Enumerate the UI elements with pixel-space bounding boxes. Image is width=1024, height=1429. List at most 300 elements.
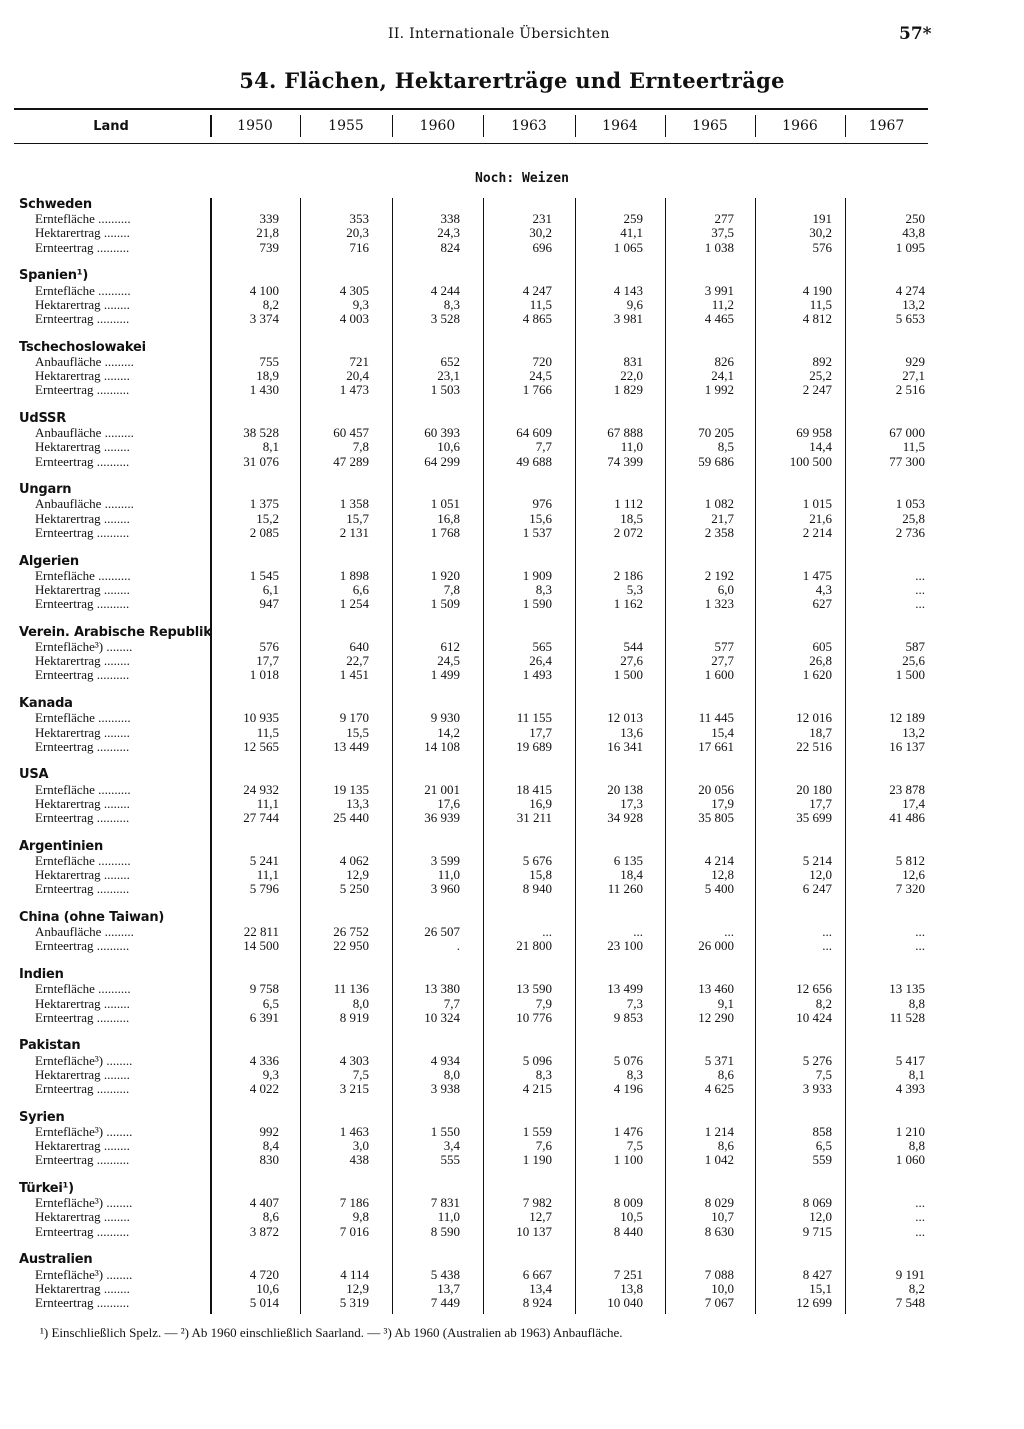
header-divider xyxy=(300,115,301,137)
table-cell: 4 022 xyxy=(249,1081,279,1096)
table-cell: 17,6 xyxy=(437,795,460,811)
table-cell: 8,2 xyxy=(815,995,832,1011)
table-cell: 7 982 xyxy=(522,1195,552,1211)
table-cell: 7 088 xyxy=(704,1266,734,1282)
table-cell: 13 449 xyxy=(333,738,369,754)
row-label: Ernteertrag .......... xyxy=(35,382,130,398)
table-cell: 10,5 xyxy=(620,1209,643,1225)
table-cell: 612 xyxy=(440,639,460,654)
table-cell: 2 214 xyxy=(802,524,832,540)
table-cell: 1 015 xyxy=(802,496,832,512)
table-cell: 12 016 xyxy=(796,710,832,726)
table-cell: 4 407 xyxy=(249,1195,279,1211)
table-cell: 1 162 xyxy=(613,596,643,612)
table-cell: 14,4 xyxy=(809,439,832,455)
table-cell: ... xyxy=(822,938,832,954)
table-cell: 5 371 xyxy=(704,1052,734,1068)
table-cell: 5 676 xyxy=(522,852,552,868)
table-cell: 24,5 xyxy=(529,368,552,383)
table-cell: 858 xyxy=(812,1123,832,1139)
table-cell: 9 191 xyxy=(895,1266,925,1282)
row-label: Hektarertrag ........ xyxy=(35,225,130,241)
table-cell: 17,4 xyxy=(902,795,925,811)
table-cell: 5 214 xyxy=(802,852,832,868)
table-cell: 13 380 xyxy=(424,981,460,997)
table-cell: 2 072 xyxy=(613,524,643,540)
table-cell: 587 xyxy=(905,639,925,654)
table-cell: 1 600 xyxy=(704,667,734,683)
table-cell: 3,4 xyxy=(443,1138,460,1154)
table-cell: 67 888 xyxy=(607,425,643,441)
header-divider xyxy=(392,115,393,137)
table-cell: ... xyxy=(915,567,925,583)
table-cell: 74 399 xyxy=(607,453,643,469)
table-cell: 13,2 xyxy=(902,296,925,312)
table-cell: . xyxy=(456,938,460,954)
year-header-1964: 1964 xyxy=(602,118,638,134)
table-cell: ... xyxy=(915,581,925,597)
table-cell: 7 449 xyxy=(430,1294,460,1310)
table-cell: 4 100 xyxy=(249,282,279,298)
table-cell: 1 112 xyxy=(614,496,643,512)
year-header-1950: 1950 xyxy=(237,118,273,134)
table-cell: 191 xyxy=(812,211,832,227)
table-cell: 1 463 xyxy=(339,1123,369,1139)
table-cell: 11,5 xyxy=(809,296,832,312)
table-cell: 8 919 xyxy=(339,1009,369,1025)
table-cell: 5,3 xyxy=(626,581,643,597)
table-cell: 67 000 xyxy=(889,425,925,441)
table-cell: 9,3 xyxy=(352,296,369,312)
country-name: Indien xyxy=(19,967,64,983)
table-cell: 21 800 xyxy=(516,938,552,954)
table-cell: 5 276 xyxy=(802,1052,832,1068)
table-cell: 15,6 xyxy=(529,510,552,526)
table-cell: 43,8 xyxy=(902,225,925,241)
table-cell: 4 062 xyxy=(339,852,369,868)
table-cell: 6,5 xyxy=(262,995,279,1011)
row-label: Ernteertrag .......... xyxy=(35,1009,130,1025)
year-header-1960: 1960 xyxy=(419,118,456,134)
top-rule xyxy=(14,108,928,110)
table-cell: 6,1 xyxy=(262,581,279,597)
row-label: Ernteertrag .......... xyxy=(35,310,130,326)
table-cell: 8 590 xyxy=(430,1223,460,1239)
page-header xyxy=(0,26,1024,48)
table-cell: 830 xyxy=(259,1152,279,1168)
table-cell: 5 417 xyxy=(895,1052,925,1068)
table-cell: 13 460 xyxy=(698,981,734,997)
table-cell: 8 427 xyxy=(802,1266,832,1282)
row-label: Hektarertrag ........ xyxy=(35,867,130,883)
table-cell: 8,6 xyxy=(717,1066,734,1082)
table-cell: 22 516 xyxy=(796,738,832,754)
row-label: Erntefläche³) ........ xyxy=(35,1195,133,1211)
table-cell: 37,5 xyxy=(711,225,734,241)
country-name: Pakistan xyxy=(19,1038,81,1054)
table-cell: 5 812 xyxy=(895,852,925,868)
row-label: Hektarertrag ........ xyxy=(35,1209,130,1225)
country-name: Schweden xyxy=(19,197,92,212)
table-cell: 17,3 xyxy=(620,795,643,811)
row-label: Erntefläche .......... xyxy=(35,282,131,298)
table-cell: 6 135 xyxy=(613,852,643,868)
row-label: Erntefläche .......... xyxy=(35,852,131,868)
table-cell: 4 625 xyxy=(704,1081,734,1096)
table-cell: ... xyxy=(915,596,925,612)
table-cell: 16,9 xyxy=(529,795,552,811)
table-cell: 3 933 xyxy=(802,1081,832,1096)
row-label: Hektarertrag ........ xyxy=(35,724,130,740)
table-cell: 250 xyxy=(905,211,925,227)
row-label: Hektarertrag ........ xyxy=(35,368,130,383)
table-cell: 17,7 xyxy=(256,653,279,669)
table-cell: 1 509 xyxy=(430,596,460,612)
table-cell: 5 076 xyxy=(613,1052,643,1068)
row-label: Hektarertrag ........ xyxy=(35,581,130,597)
table-cell: 12 656 xyxy=(796,981,832,997)
table-cell: 7,7 xyxy=(443,995,460,1011)
table-cell: 6 247 xyxy=(802,881,832,897)
country-name: Verein. Arabische Republik xyxy=(19,624,212,640)
table-cell: 9 758 xyxy=(249,981,279,997)
table-cell: 10 324 xyxy=(424,1009,460,1025)
table-cell: 15,2 xyxy=(256,510,279,526)
table-cell: 26 507 xyxy=(424,924,460,940)
table-cell: 4 190 xyxy=(802,282,832,298)
table-cell: 8,8 xyxy=(908,995,925,1011)
table-cell: 77 300 xyxy=(889,453,925,469)
table-cell: 4 196 xyxy=(613,1081,643,1096)
table-cell: 2 247 xyxy=(802,382,832,398)
column-divider xyxy=(665,198,666,1314)
table-cell: 7,7 xyxy=(535,439,552,455)
table-cell: 7,5 xyxy=(626,1138,643,1154)
table-cell: 6 391 xyxy=(249,1009,279,1025)
table-cell: 9 170 xyxy=(339,710,369,726)
table-cell: 17,7 xyxy=(809,795,832,811)
table-cell: 3 374 xyxy=(249,310,279,326)
column-divider xyxy=(210,198,212,1314)
table-cell: 12,0 xyxy=(809,867,832,883)
table-cell: 24,5 xyxy=(437,653,460,669)
table-cell: 4 215 xyxy=(522,1081,552,1096)
table-cell: 8,1 xyxy=(908,1066,925,1082)
table-cell: 21,7 xyxy=(711,510,734,526)
table-cell: 1 053 xyxy=(895,496,925,512)
table-cell: 12,7 xyxy=(529,1209,552,1225)
table-cell: 721 xyxy=(349,353,369,369)
country-name: Tschechoslowakei xyxy=(19,339,146,355)
year-header-1966: 1966 xyxy=(782,118,818,134)
table-cell: 35 805 xyxy=(698,810,734,825)
table-cell: 9,1 xyxy=(717,995,734,1011)
table-cell: 652 xyxy=(440,353,460,369)
table-cell: 3 991 xyxy=(704,282,734,298)
table-cell: 8,0 xyxy=(352,995,369,1011)
country-name: Kanada xyxy=(19,696,73,712)
table-cell: 22 950 xyxy=(333,938,369,954)
table-cell: 1 038 xyxy=(704,239,734,255)
table-cell: 10,0 xyxy=(711,1280,734,1296)
table-cell: 2 186 xyxy=(613,567,643,583)
table-cell: 259 xyxy=(623,211,643,227)
table-cell: 13,8 xyxy=(620,1280,643,1296)
table-cell: 3,0 xyxy=(352,1138,369,1154)
table-cell: 4 812 xyxy=(802,310,832,326)
column-divider xyxy=(575,198,576,1314)
table-cell: 59 686 xyxy=(698,453,734,469)
table-cell: 14 108 xyxy=(424,738,460,754)
table-cell: 14,2 xyxy=(437,724,460,740)
table-cell: 18 415 xyxy=(516,781,552,797)
table-cell: 1 537 xyxy=(522,524,552,540)
table-cell: 627 xyxy=(812,596,832,612)
table-cell: 1 499 xyxy=(430,667,460,683)
table-cell: 976 xyxy=(532,496,552,512)
table-cell: 7 186 xyxy=(339,1195,369,1211)
row-label: Ernteertrag .......... xyxy=(35,1081,130,1096)
table-cell: 13 590 xyxy=(516,981,552,997)
table-cell: 8,4 xyxy=(262,1138,279,1154)
row-label: Ernteertrag .......... xyxy=(35,524,130,540)
table-cell: 13,4 xyxy=(529,1280,552,1296)
table-cell: 3 938 xyxy=(430,1081,460,1096)
row-label: Erntefläche .......... xyxy=(35,211,131,227)
row-label: Ernteertrag .......... xyxy=(35,938,130,954)
table-cell: 11,0 xyxy=(620,439,643,455)
table-cell: 22,0 xyxy=(620,368,643,383)
table-cell: 10 935 xyxy=(243,710,279,726)
table-cell: 2 192 xyxy=(704,567,734,583)
table-cell: 1 898 xyxy=(339,567,369,583)
table-cell: ... xyxy=(915,924,925,940)
table-cell: 1 082 xyxy=(704,496,734,512)
table-cell: 10,7 xyxy=(711,1209,734,1225)
row-label: Hektarertrag ........ xyxy=(35,1138,130,1154)
row-label: Ernteertrag .......... xyxy=(35,1223,130,1239)
table-cell: 1 550 xyxy=(430,1123,460,1139)
table-cell: 3 981 xyxy=(613,310,643,326)
table-cell: 755 xyxy=(259,353,279,369)
table-cell: 23 878 xyxy=(889,781,925,797)
table-cell: 4 303 xyxy=(339,1052,369,1068)
table-cell: 41,1 xyxy=(620,225,643,241)
table-cell: 544 xyxy=(623,639,643,654)
row-label: Hektarertrag ........ xyxy=(35,439,130,455)
table-cell: 11,5 xyxy=(902,439,925,455)
table-cell: 100 500 xyxy=(789,453,832,469)
table-cell: 49 688 xyxy=(516,453,552,469)
table-cell: 338 xyxy=(440,211,460,227)
table-cell: 8,2 xyxy=(908,1280,925,1296)
table-cell: 1 190 xyxy=(522,1152,552,1168)
table-cell: 25,6 xyxy=(902,653,925,669)
column-divider xyxy=(755,198,756,1314)
table-cell: 4 720 xyxy=(249,1266,279,1282)
row-label: Ernteertrag .......... xyxy=(35,453,130,469)
row-label: Ernteertrag .......... xyxy=(35,1294,130,1310)
column-divider xyxy=(483,198,484,1314)
table-cell: 929 xyxy=(905,353,925,369)
table-cell: 24,3 xyxy=(437,225,460,241)
header-divider xyxy=(755,115,756,137)
table-cell: 41 486 xyxy=(889,810,925,825)
table-cell: 35 699 xyxy=(796,810,832,825)
table-cell: 25,2 xyxy=(809,368,832,383)
table-cell: 69 958 xyxy=(796,425,832,441)
table-cell: 4 865 xyxy=(522,310,552,326)
table-cell: ... xyxy=(542,924,552,940)
table-cell: 277 xyxy=(714,211,734,227)
table-cell: 11 260 xyxy=(607,881,643,897)
row-label: Hektarertrag ........ xyxy=(35,653,130,669)
table-cell: 26,4 xyxy=(529,653,552,669)
table-cell: 4 114 xyxy=(340,1266,369,1282)
table-cell: 8,1 xyxy=(262,439,279,455)
table-cell: 7,3 xyxy=(626,995,643,1011)
table-cell: 30,2 xyxy=(809,225,832,241)
header-divider xyxy=(210,115,212,137)
table-cell: 5 400 xyxy=(704,881,734,897)
table-cell: 4 465 xyxy=(704,310,734,326)
table-cell: 7 251 xyxy=(613,1266,643,1282)
country-name: Spanien¹) xyxy=(19,268,89,284)
table-cell: 11 445 xyxy=(698,710,734,726)
table-cell: 8,6 xyxy=(717,1138,734,1154)
table-cell: 13,7 xyxy=(437,1280,460,1296)
table-cell: 21,6 xyxy=(809,510,832,526)
row-label: Anbaufläche ......... xyxy=(35,353,134,369)
row-label: Ernteertrag .......... xyxy=(35,239,130,255)
table-cell: 15,1 xyxy=(809,1280,832,1296)
table-cell: 7 067 xyxy=(704,1294,734,1310)
table-cell: 640 xyxy=(349,639,369,654)
table-cell: 12,9 xyxy=(346,867,369,883)
table-cell: 12 189 xyxy=(889,710,925,726)
table-cell: 16,8 xyxy=(437,510,460,526)
table-cell: 25 440 xyxy=(333,810,369,825)
year-header-1955: 1955 xyxy=(328,118,364,134)
table-cell: 64 609 xyxy=(516,425,552,441)
table-cell: 4 247 xyxy=(522,282,552,298)
table-cell: 7,5 xyxy=(815,1066,832,1082)
table-cell: 720 xyxy=(532,353,552,369)
table-cell: 12 013 xyxy=(607,710,643,726)
table-cell: 10 424 xyxy=(796,1009,832,1025)
table-cell: 7,8 xyxy=(443,581,460,597)
table-cell: 438 xyxy=(349,1152,369,1168)
table-cell: 1 500 xyxy=(895,667,925,683)
row-label: Erntefläche .......... xyxy=(35,567,131,583)
table-cell: 16 137 xyxy=(889,738,925,754)
table-cell: 18,5 xyxy=(620,510,643,526)
table-cell: 60 393 xyxy=(424,425,460,441)
table-cell: 27 744 xyxy=(243,810,279,825)
country-name: Syrien xyxy=(19,1109,65,1125)
table-cell: 36 939 xyxy=(424,810,460,825)
table-cell: 8,2 xyxy=(262,296,279,312)
country-name: Ungarn xyxy=(19,482,72,498)
table-cell: 6,0 xyxy=(717,581,734,597)
row-label: Erntefläche .......... xyxy=(35,781,131,797)
table-cell: 1 095 xyxy=(895,239,925,255)
table-cell: 8 924 xyxy=(522,1294,552,1310)
table-cell: 5 438 xyxy=(430,1266,460,1282)
row-label: Hektarertrag ........ xyxy=(35,510,130,526)
table-cell: 565 xyxy=(532,639,552,654)
table-cell: 4 336 xyxy=(249,1052,279,1068)
table-cell: 2 516 xyxy=(895,382,925,398)
table-cell: 559 xyxy=(812,1152,832,1168)
table-cell: 7 320 xyxy=(895,881,925,897)
country-name: Argentinien xyxy=(19,838,104,854)
header-divider xyxy=(575,115,576,137)
table-cell: 11,1 xyxy=(256,795,279,811)
table-cell: 696 xyxy=(532,239,552,255)
table-cell: 7,9 xyxy=(535,995,552,1011)
table-cell: 1 620 xyxy=(802,667,832,683)
table-cell: 1 210 xyxy=(895,1123,925,1139)
table-cell: 9,8 xyxy=(352,1209,369,1225)
table-cell: 70 205 xyxy=(698,425,734,441)
table-cell: ... xyxy=(724,924,734,940)
table-cell: 1 051 xyxy=(430,496,460,512)
table-cell: 26 000 xyxy=(698,938,734,954)
table-cell: 9,3 xyxy=(262,1066,279,1082)
footnote: ¹) Einschließlich Spelz. — ²) Ab 1960 einschließlich Saarland. — ³) Ab 1960 (Australien ab 1963) Anbaufläche. xyxy=(40,1325,623,1340)
table-subheading: Noch: Weizen xyxy=(475,171,569,186)
table-cell: 1 358 xyxy=(339,496,369,512)
table-cell: ... xyxy=(822,924,832,940)
table-cell: 20 056 xyxy=(698,781,734,797)
year-header-1963: 1963 xyxy=(511,118,547,134)
table-cell: 34 928 xyxy=(607,810,643,825)
table-cell: 5 014 xyxy=(249,1294,279,1310)
table-cell: 12 699 xyxy=(796,1294,832,1310)
table-cell: 1 430 xyxy=(249,382,279,398)
table-cell: 20,3 xyxy=(346,225,369,241)
table-cell: 26,8 xyxy=(809,653,832,669)
table-cell: 21,8 xyxy=(256,225,279,241)
table-cell: 605 xyxy=(812,639,832,654)
table-cell: 15,4 xyxy=(711,724,734,740)
table-cell: 5 796 xyxy=(249,881,279,897)
table-cell: 20,4 xyxy=(346,368,369,383)
row-label: Erntefläche .......... xyxy=(35,981,131,997)
table-cell: 8,5 xyxy=(717,439,734,455)
row-label: Anbaufläche ......... xyxy=(35,496,134,512)
table-cell: 8,3 xyxy=(535,1066,552,1082)
table-cell: 11 528 xyxy=(889,1009,925,1025)
table-cell: 23,1 xyxy=(437,368,460,383)
table-cell: 8 029 xyxy=(704,1195,734,1211)
table-cell: 11,0 xyxy=(437,867,460,883)
table-cell: 13,3 xyxy=(346,795,369,811)
table-cell: 19 689 xyxy=(516,738,552,754)
table-cell: 7,5 xyxy=(352,1066,369,1082)
table-cell: 2 085 xyxy=(249,524,279,540)
row-label: Erntefläche .......... xyxy=(35,710,131,726)
land-header: Land xyxy=(93,118,129,134)
table-cell: 20 138 xyxy=(607,781,643,797)
table-cell: 4 214 xyxy=(704,852,734,868)
table-cell: 8,6 xyxy=(262,1209,279,1225)
table-cell: 16 341 xyxy=(607,738,643,754)
table-cell: 10 040 xyxy=(607,1294,643,1310)
table-cell: 1 375 xyxy=(249,496,279,512)
table-cell: 18,9 xyxy=(256,368,279,383)
